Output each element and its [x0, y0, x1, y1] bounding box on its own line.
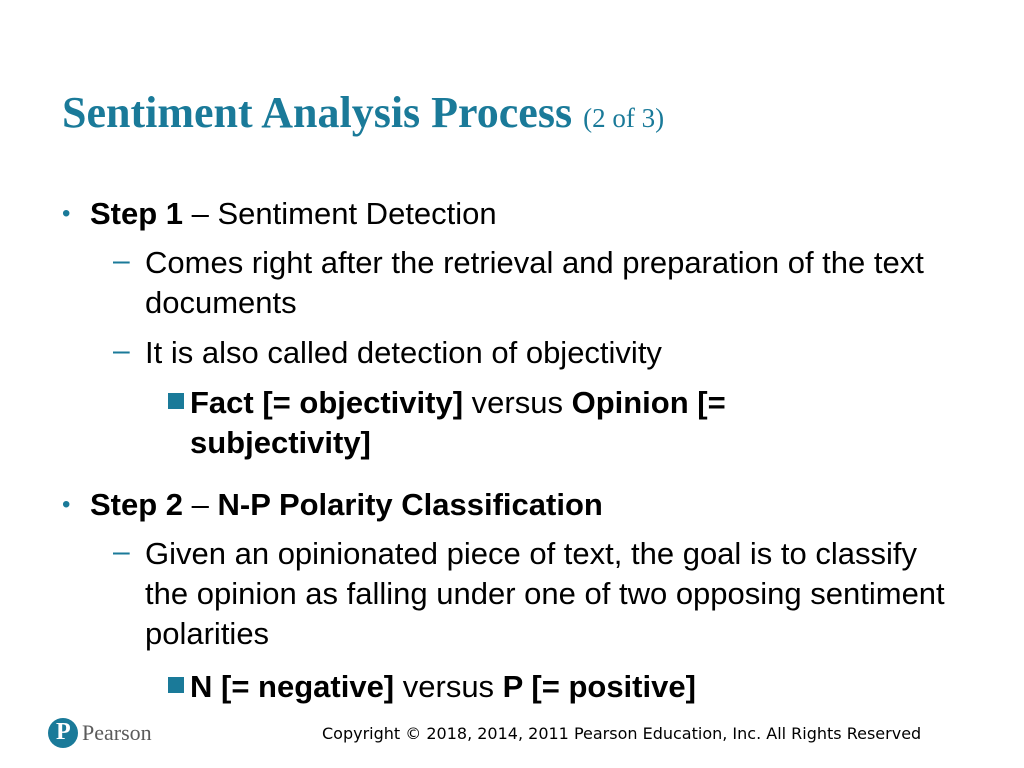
sub-bullet-step-2 [113, 534, 965, 654]
step-2-label: Step 2 [90, 487, 184, 522]
bullet-step-2 [62, 485, 970, 525]
step-2-title: N-P Polarity Classification [217, 487, 603, 522]
slide-title-suffix: (2 of 3) [583, 103, 665, 133]
fact-label: Fact [= objectivity] [190, 385, 464, 420]
sub-sub-bullet-step-2 [190, 667, 830, 707]
bullet-dot-icon: • [62, 491, 71, 518]
step-2-dash: – [183, 487, 218, 522]
sub-bullet-text: Given an opinionated piece of text, the goal is to classify the opinion as falling under one of two opposing sentiment polarities [145, 536, 945, 651]
pearson-logo-icon: P [48, 718, 78, 748]
bullet-dot-icon: • [62, 200, 71, 227]
copyright-footer: Copyright © 2018, 2014, 2011 Pearson Education, Inc. All Rights Reserved [322, 724, 922, 743]
dash-icon: – [113, 244, 130, 277]
versus-text: versus [463, 385, 572, 420]
versus-text: versus [394, 669, 503, 704]
step-1-text: – Sentiment Detection [183, 196, 497, 231]
square-bullet-icon [168, 677, 184, 693]
positive-label: P [= positive] [502, 669, 696, 704]
bullet-step-1 [62, 194, 970, 234]
sub-sub-bullet-step-1 [190, 383, 830, 463]
sub-bullet-step-1-a [113, 243, 965, 323]
square-bullet-icon [168, 393, 184, 409]
sub-bullet-text: Comes right after the retrieval and preparation of the text documents [145, 245, 924, 320]
negative-label: N [= negative] [190, 669, 395, 704]
step-1-label: Step 1 [90, 196, 184, 231]
slide-title-text: Sentiment Analysis Process [62, 88, 573, 137]
opinion-label: Opinion [= subjectivity] [190, 385, 726, 460]
dash-icon: – [113, 334, 130, 367]
sub-bullet-step-1-b [113, 333, 965, 373]
pearson-logo-text: Pearson [82, 720, 152, 745]
slide-title [62, 86, 664, 145]
sub-bullet-text: It is also called detection of objectivity [145, 335, 662, 370]
dash-icon: – [113, 535, 130, 568]
